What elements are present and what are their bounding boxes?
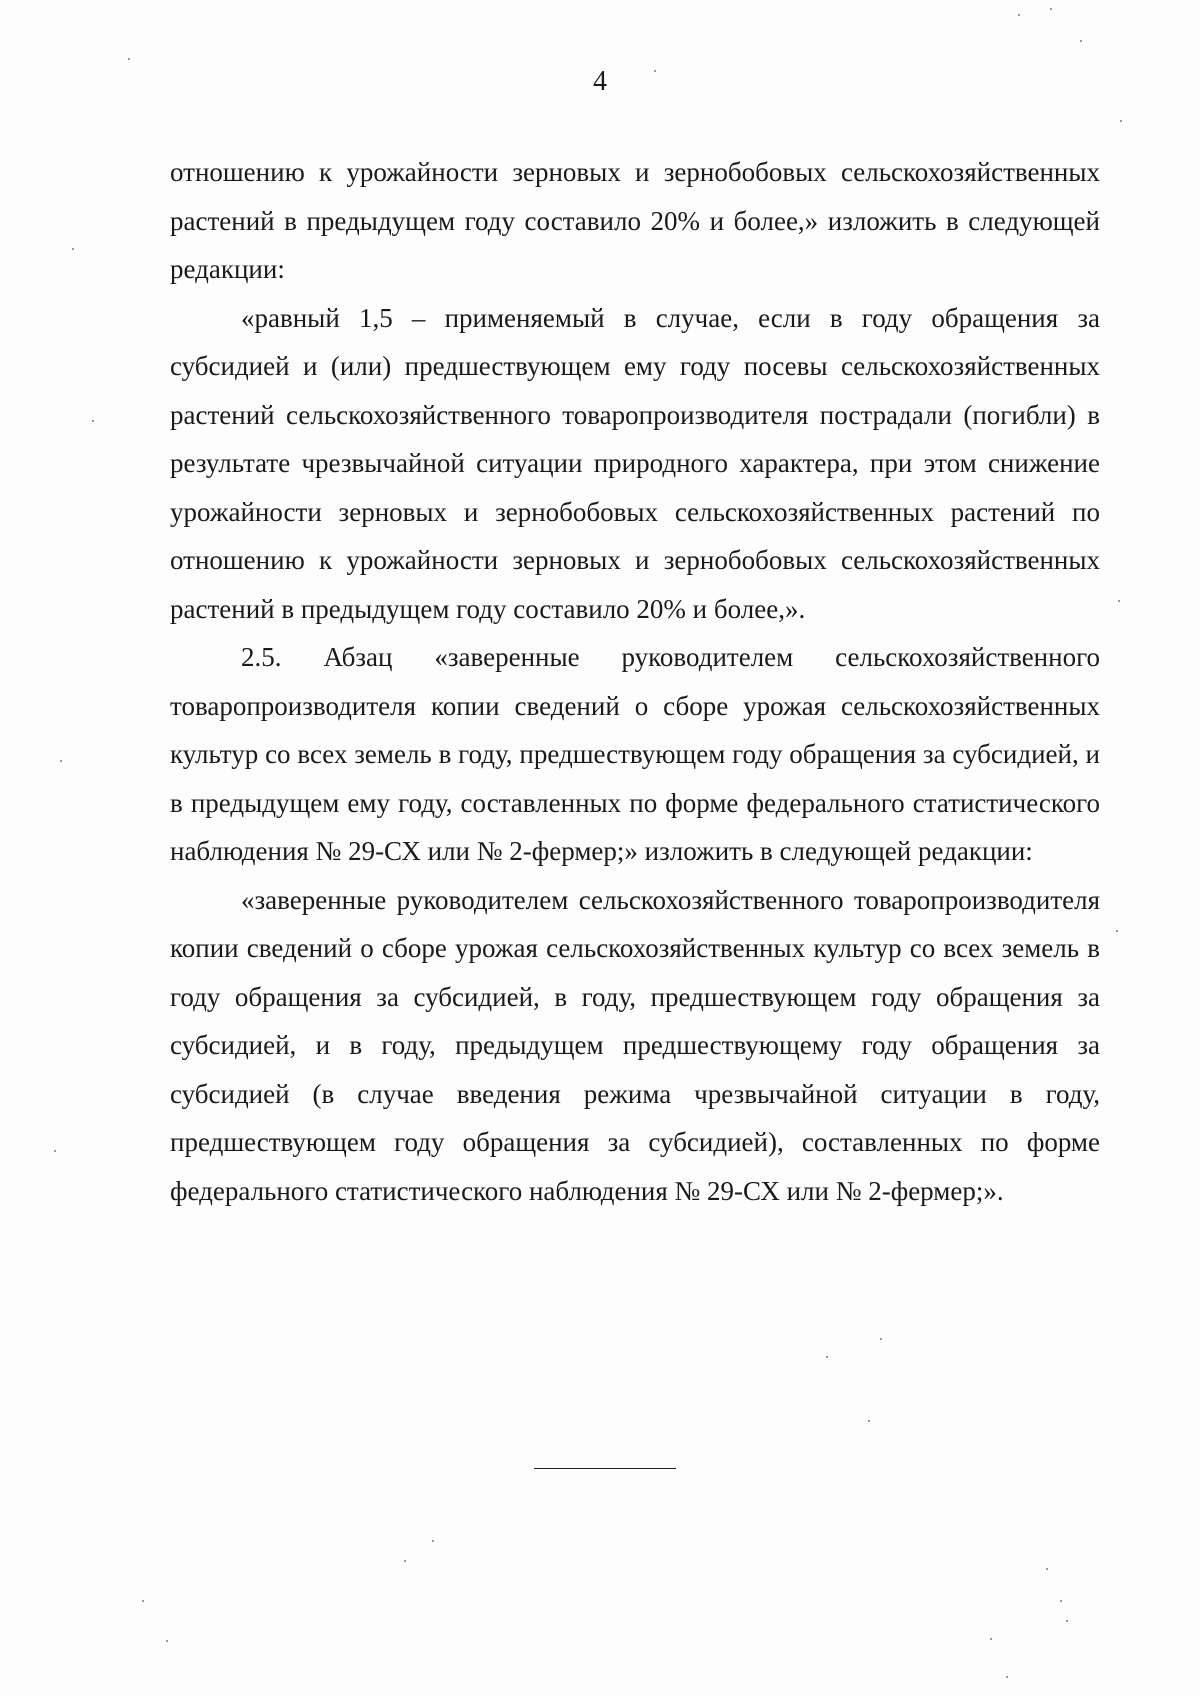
paragraph-item-2-5: 2.5. Абзац «заверенные руководителем сельскохозяйственного товаропроизводителя копии сведений о сборе урожая сельскохозяйственных культур со всех земель в году, предшествующем году обращения за субсидией, и в предыдущем ему году, составленных по форме федерального статистического наблюдения № 29-СХ или № 2-фермер;» изложить в следующей редакции:: [170, 642, 1100, 866]
paragraph-continuation: отношению к урожайности зерновых и зернобобовых сельскохозяйственных растений в предыдущем году составило 20% и более,» изложить в следующей редакции:: [170, 157, 1100, 284]
page-number: 4: [593, 66, 607, 97]
paragraph-new-wording-coefficient: «равный 1,5 – применяемый в случае, если в году обращения за субсидией и (или) предшествующем ему году посевы сельскохозяйственных растений сельскохозяйственного товаропроизводителя пострадали (погибли) в результате чрезвычайной ситуации природного характера, при этом снижение урожайности зерновых и зернобобовых сельскохозяйственных растений по отношению к урожайности зерновых и зернобобовых сельскохозяйственных растений в предыдущем году составило 20% и более,».: [170, 302, 1100, 624]
closing-divider-line: [534, 1468, 676, 1469]
paragraph-new-wording-documents: «заверенные руководителем сельскохозяйственного товаропроизводителя копии сведений о сборе урожая сельскохозяйственных культур со всех земель в году обращения за субсидией, в году, предшествующем году обращения за субсидией, и в году, предыдущем предшествующему году обращения за субсидией (в случае введения режима чрезвычайной ситуации в году, предшествующем году обращения за субсидией), составленных по форме федерального статистического наблюдения № 29-СХ или № 2-фермер;».: [170, 884, 1100, 1206]
document-body: [170, 148, 1100, 1215]
